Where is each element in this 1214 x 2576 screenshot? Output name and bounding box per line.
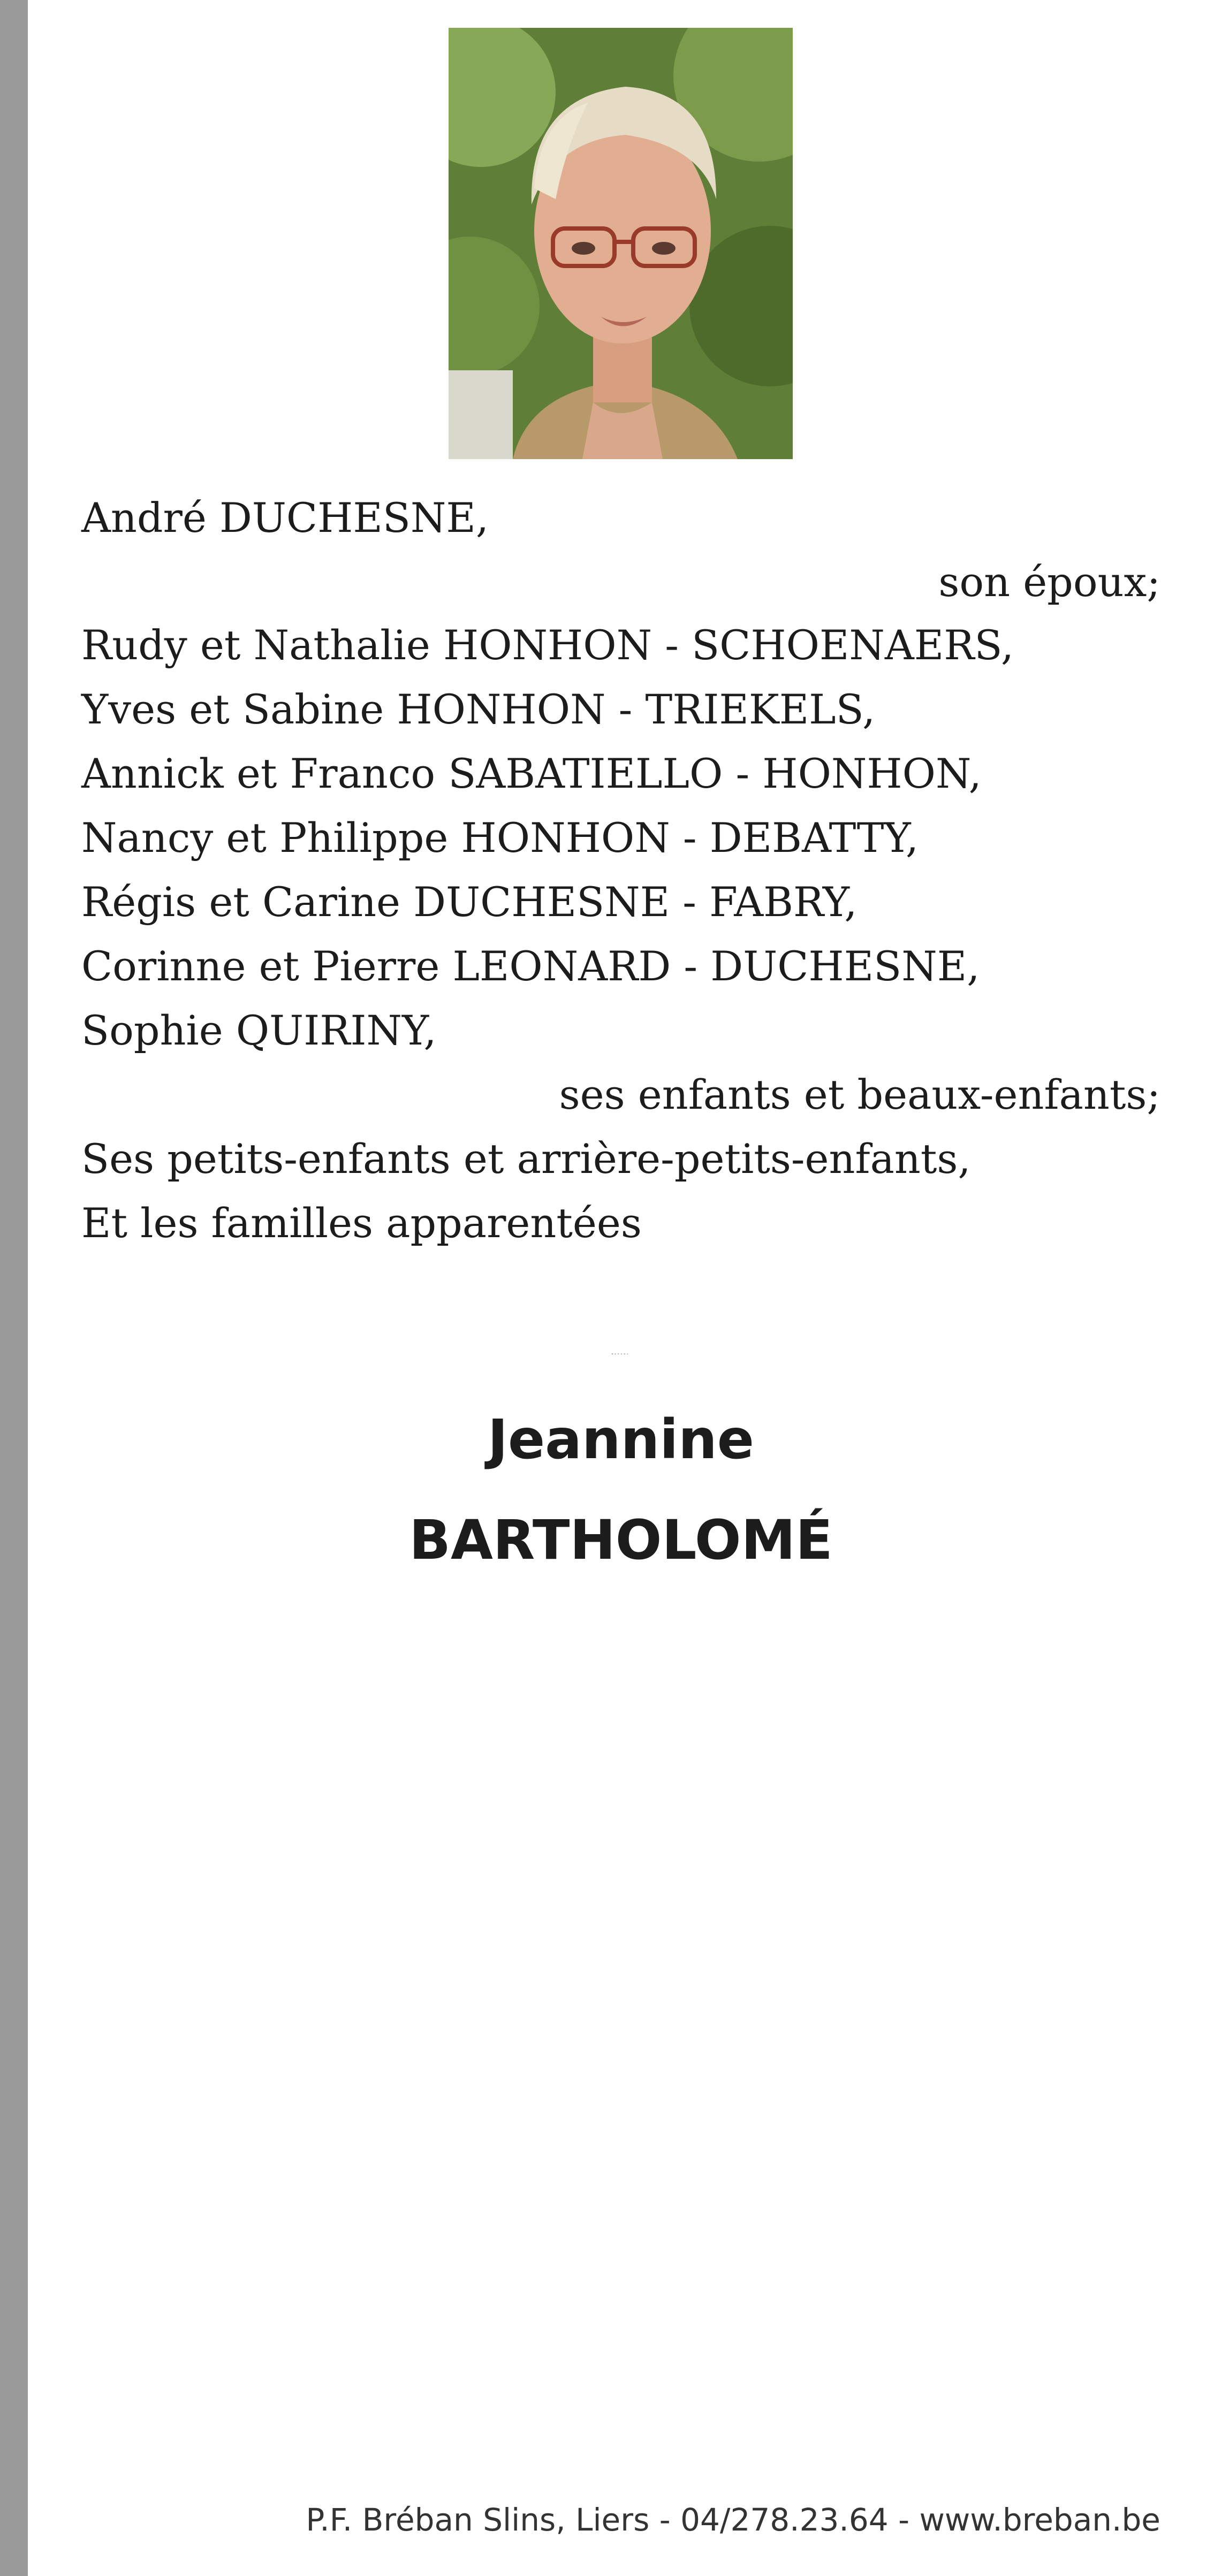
child-line: Rudy et Nathalie HONHON - SCHOENAERS,	[81, 621, 1014, 669]
child-line: Régis et Carine DUCHESNE - FABRY,	[81, 878, 858, 926]
portrait-photo	[449, 28, 793, 459]
child-line: Corinne et Pierre LEONARD - DUCHESNE,	[81, 942, 980, 990]
child-line: Annick et Franco SABATIELLO - HONHON,	[81, 750, 982, 797]
deceased-last-name: BARTHOLOMÉ	[409, 1508, 833, 1572]
deceased-first-name: Jeannine	[488, 1408, 754, 1472]
funeral-home-footer: P.F. Bréban Slins, Liers - 04/278.23.64 - www.breban.be	[306, 2502, 1160, 2538]
child-line: Yves et Sabine HONHON - TRIEKELS,	[81, 685, 876, 733]
left-border-bar	[0, 0, 28, 2576]
spouse-role: son époux;	[938, 558, 1160, 606]
relatives-line: Et les familles apparentées	[81, 1199, 642, 1247]
grandchildren-line: Ses petits-enfants et arrière-petits-enfants,	[81, 1135, 971, 1183]
child-line: Sophie QUIRINY,	[81, 1007, 437, 1054]
children-role: ses enfants et beaux-enfants;	[559, 1071, 1160, 1118]
deceased-title: MADAME	[611, 1354, 631, 1355]
spouse-name: André DUCHESNE,	[81, 494, 489, 542]
child-line: Nancy et Philippe HONHON - DEBATTY,	[81, 814, 919, 862]
obituary-notice	[28, 0, 1214, 2576]
